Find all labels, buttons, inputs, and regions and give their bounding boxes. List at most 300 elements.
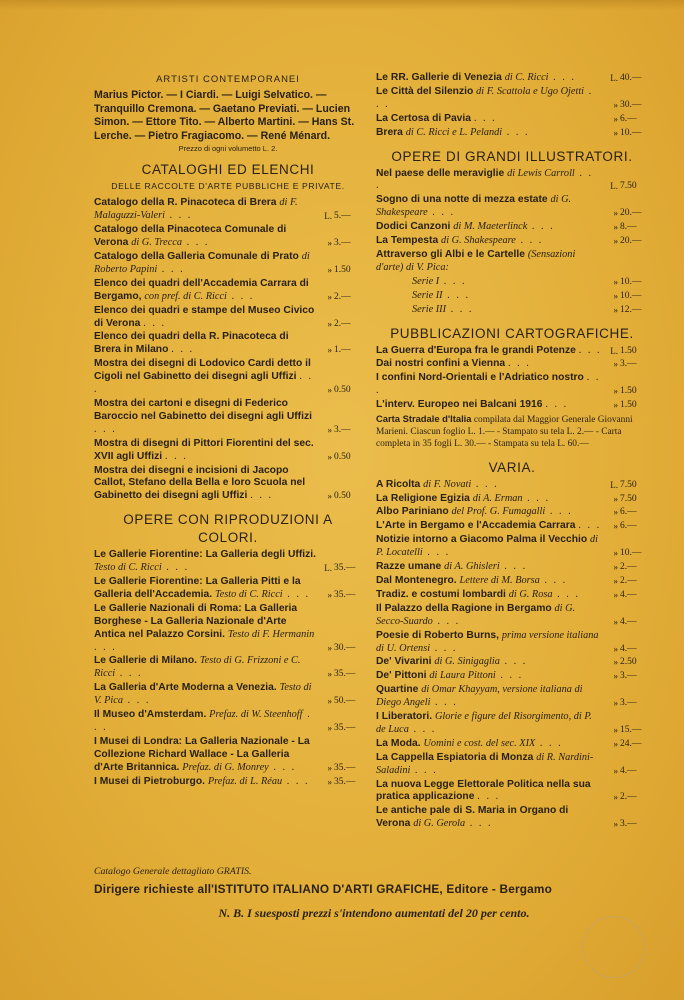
varia-heading: VARIA. (488, 459, 536, 475)
catalog-entry (94, 549, 362, 575)
leader-dots: . . . (578, 344, 602, 356)
catalog-entry (94, 655, 362, 681)
price-currency-mark: » (613, 643, 618, 654)
entry-author: di Roberto Papini (94, 251, 310, 275)
entry-price: 3.— (620, 671, 637, 682)
entry-title: Le Gallerie Nazionali di Roma: La Galleria Borghese - La Galleria Nazionale d'Arte Antica nel Palazzo Corsini. (94, 602, 298, 640)
leader-dots: . . . (182, 237, 210, 249)
catalog-entry (376, 589, 648, 602)
entry-price: 7.50 (620, 181, 637, 192)
catalog-entry (376, 805, 648, 831)
entry-author: di G. Sinigaglia (434, 656, 500, 668)
entry-title: L'interv. Europeo nei Balcani 1916 (376, 399, 546, 411)
catalog-entry (376, 72, 648, 85)
entry-author: Prefaz. di G. Monrey (182, 761, 269, 773)
entry-author: di G. Trecca (131, 237, 183, 249)
leader-dots: . . . (495, 670, 524, 682)
entry-price: 3.— (620, 359, 637, 370)
price-currency-mark: » (613, 724, 618, 735)
entry-title: De' Vivarini (376, 656, 435, 668)
catalog-entry (376, 358, 648, 371)
catalog-entry (94, 709, 362, 735)
carta-stradale-note (376, 413, 648, 451)
entry-author: di G. Gerola (413, 818, 466, 830)
entry-author: di F. Novati (423, 478, 472, 490)
entry-price: 10.— (620, 548, 642, 559)
leader-dots: . . . (143, 317, 167, 329)
price-currency-mark: L. (610, 479, 618, 490)
entry-price: 4.— (620, 765, 637, 776)
entry-price: 8.— (620, 222, 637, 233)
entry-price: 20.— (620, 208, 642, 219)
leader-dots: . . . (548, 72, 576, 83)
entry-title: La Cappella Espiatoria di Monza (376, 751, 537, 763)
entry-title: Mostra di disegni di Pittori Fiorentini del sec. XVII agli Uffizi (94, 437, 314, 462)
entry-title: La Galleria d'Arte Moderna a Venezia. (94, 682, 280, 694)
leader-dots: . . . (545, 399, 569, 411)
grandi-illustratori-list (376, 168, 648, 317)
catalog-entry (376, 194, 648, 220)
leader-dots: . . . (422, 547, 451, 559)
catalog-entry (376, 276, 648, 289)
catalog-entry (94, 305, 362, 331)
price-currency-mark: » (613, 792, 618, 803)
entry-author: di Laura Pittoni (429, 670, 496, 682)
entry-author: Testo di G. Frizzoni e C. Ricci (94, 655, 301, 680)
leader-dots: . . . (432, 615, 461, 627)
catalog-entry (376, 711, 648, 737)
entry-title: Elenco dei quadri e stampe del Museo Civico di Verona (94, 304, 315, 329)
catalog-entry (376, 752, 648, 778)
entry-title: La Religione Egizia (376, 492, 473, 504)
price-currency-mark: » (327, 491, 332, 502)
leader-dots: . . . (515, 235, 544, 247)
leader-dots: . . . (446, 303, 474, 315)
leader-dots: . . . (157, 263, 185, 275)
catalog-entry (94, 776, 362, 789)
entry-title: Le Città del Silenzio (376, 85, 477, 97)
entry-title: Razze umane (376, 561, 445, 573)
entry-author: di G. Rosa (508, 588, 553, 600)
entry-author: Testo di V. Pica (94, 682, 312, 707)
leader-dots: . . . (161, 562, 190, 574)
entry-price: 3.— (620, 819, 637, 830)
leader-dots: . . . (439, 275, 467, 287)
entry-title: Attraverso gli Albi e le Cartelle (376, 248, 528, 260)
entry-price: 2.50 (620, 657, 637, 668)
leader-dots: . . . (226, 290, 255, 302)
entry-author: con pref. di C. Ricci (144, 290, 227, 302)
carta-stradale-title: Carta Stradale d'Italia (376, 413, 472, 425)
entry-author: di A. Ghisleri (444, 561, 500, 573)
leader-dots: . . . (376, 372, 601, 397)
price-currency-mark: » (613, 548, 618, 559)
leader-dots: . . . (282, 588, 311, 600)
price-currency-mark: » (327, 264, 332, 275)
entry-title: La nuova Legge Elettorale Politica nella sua pratica applicazione (376, 778, 591, 803)
entry-price: 4.— (620, 616, 637, 627)
catalog-entry (94, 251, 362, 277)
entry-title: Brera (376, 126, 406, 138)
price-currency-mark: » (613, 698, 618, 709)
entry-title: Le Gallerie di Milano. (94, 655, 200, 667)
entry-title: Catalogo della Galleria Comunale di Prato (94, 251, 302, 262)
price-currency-mark: » (327, 669, 332, 680)
catalog-entry (376, 520, 648, 533)
price-currency-mark: » (613, 589, 618, 600)
catalog-entry (376, 290, 648, 303)
entry-title: Le RR. Gallerie di Venezia (376, 72, 505, 83)
right-column (376, 72, 648, 832)
leader-dots: . . . (268, 761, 297, 773)
entry-title: I Liberatori. (376, 711, 435, 723)
entry-price: 1.50 (620, 400, 637, 411)
entry-title: Mostra dei disegni di Lodovico Cardi detto il Cigoli nel Gabinetto dei disegni agli Uffizi (94, 358, 311, 383)
entry-author: Serie III (412, 303, 447, 315)
price-currency-mark: » (327, 345, 332, 356)
entry-price: 4.— (620, 589, 637, 600)
price-currency-mark: » (613, 657, 618, 668)
entry-author: Testo di C. Ricci (214, 588, 283, 600)
price-currency-mark: » (327, 762, 332, 773)
price-currency-mark: » (613, 276, 618, 287)
entry-price: 1.50 (620, 345, 637, 356)
entry-price: 3.— (620, 698, 637, 709)
cataloghi-list (94, 197, 362, 503)
entry-title: Le Gallerie Fiorentine: La Galleria degli Uffizi. (94, 549, 317, 561)
cataloghi-subheading: DELLE RACCOLTE D'ARTE PUBBLICHE E PRIVATE. (111, 181, 345, 192)
entry-title: Catalogo della R. Pinacoteca di Brera (94, 197, 280, 209)
catalog-entry (376, 603, 648, 629)
leader-dots: . . . (552, 588, 580, 600)
entry-author: Prefaz. di W. Steenhoff (209, 709, 303, 721)
entry-author: di G. Shakespeare (376, 194, 572, 219)
entry-title: Tradiz. e costumi lombardi (376, 588, 509, 600)
leader-dots: . . . (522, 492, 551, 504)
entry-title: Le antiche pale di S. Maria in Organo di Verona (376, 805, 569, 830)
leader-dots: . . . (465, 818, 493, 830)
entry-author: Testo di F. Hermanin (227, 628, 315, 640)
catalog-entry (376, 113, 648, 126)
entry-price: 3.— (334, 424, 351, 435)
catalog-entry (376, 493, 648, 506)
catalog-entry (376, 168, 648, 194)
catalog-entry (94, 465, 362, 504)
entry-author: Testo di C. Ricci (94, 562, 162, 574)
price-currency-mark: » (613, 127, 618, 138)
entry-price: 30.— (334, 642, 356, 653)
leader-dots: . . . (122, 695, 151, 707)
entry-title: Poesie di Roberto Burns, (376, 629, 502, 641)
artisti-list: Marius Pictor. — I Ciardi. — Luigi Selvatico. — Tranquillo Cremona. — Gaetano Previati. — Lucien Simon. — Ettore Tito. — Alberto Martini. — Hans St. Lerche. — Pietro Fragiacomo. — René Ménard. (94, 89, 355, 142)
catalog-entry (376, 738, 648, 751)
entry-price: 3.— (334, 238, 351, 249)
entry-title: Elenco dei quadri dell'Accademia Carrara di Bergamo, (94, 277, 309, 302)
entry-price: 2.— (334, 291, 351, 302)
price-currency-mark: L. (610, 73, 618, 83)
entry-title: I Musei di Pietroburgo. (94, 775, 208, 787)
catalog-entry (376, 235, 648, 248)
leader-dots: . . . (94, 709, 312, 733)
entry-price: 35.— (334, 669, 356, 680)
catalog-entry (376, 221, 648, 234)
entry-title: La Guerra d'Europa fra le grandi Potenze (376, 344, 579, 356)
leader-dots: . . . (507, 358, 531, 370)
catalog-entry (376, 561, 648, 574)
entry-author: di Lewis Carroll (507, 167, 575, 179)
catalog-entry (376, 479, 648, 492)
entry-author: di M. Maeterlinck (453, 221, 528, 233)
price-currency-mark: » (327, 589, 332, 600)
entry-title: Quartine (376, 684, 422, 696)
entry-title: Il Palazzo della Ragione in Bergamo (376, 602, 555, 614)
entry-title: Dai nostri confini a Vienna (376, 358, 508, 370)
catalog-entry (376, 656, 648, 669)
price-currency-mark: L. (610, 345, 618, 356)
entry-title: Elenco dei quadri della R. Pinacoteca di Brera in Milano (94, 331, 289, 356)
price-currency-mark: » (613, 616, 618, 627)
leader-dots: . . . (410, 764, 438, 776)
entry-title: A Ricolta (376, 478, 424, 490)
entry-author: di C. Ricci e L. Pelandi (405, 126, 503, 138)
carta-stradale-text: compilata dal Maggior Generale Giovanni Marieni. Ciascun foglio L. 1.— - Stampato su tela L. 2.— - Carta completa in 35 fogli L. 30.— - Stampata su tela L. 60.— (376, 415, 633, 450)
entry-price: 7.50 (620, 479, 637, 490)
price-currency-mark: » (613, 290, 618, 301)
entry-title: Mostra dei disegni e incisioni di Jacopo Callot, Stefano della Bella e loro Scuola nel Gabinetto dei disegni agli Uffizi (94, 464, 306, 502)
entry-price: 15.— (620, 724, 642, 735)
leader-dots: . . . (376, 167, 594, 192)
entry-price: 2.— (620, 575, 637, 586)
entry-author: di F. Scattola e Ugo Ojetti (476, 85, 585, 97)
entry-price: 2.— (620, 562, 637, 573)
catalog-note: Catalogo Generale dettagliato GRATIS. (94, 866, 252, 877)
leader-dots: . . . (471, 478, 499, 490)
catalog-entry (376, 684, 648, 710)
entry-title: Albo Pariniano (376, 506, 452, 518)
entry-author: prima versione italiana di U. Ortensi (376, 629, 599, 654)
entry-price: 6.— (620, 521, 637, 532)
cataloghi-heading: CATALOGHI ED ELENCHI (141, 162, 315, 178)
entry-price: 0.50 (334, 385, 351, 396)
leader-dots: . . . (171, 344, 195, 356)
catalog-entry (376, 630, 648, 656)
price-currency-mark: » (613, 359, 618, 370)
leader-dots: . . . (164, 210, 193, 222)
price-currency-mark: » (327, 291, 332, 302)
entry-price: 35.— (334, 723, 356, 733)
opere-colori-heading: OPERE CON RIPRODUZIONI A COLORI. (123, 512, 333, 546)
price-currency-mark: L. (324, 563, 332, 574)
price-currency-mark: L. (610, 181, 618, 192)
entry-author: del Prof. G. Fumagalli (451, 506, 546, 518)
entry-author: di A. Erman (472, 492, 523, 504)
entry-price: 1.50 (334, 264, 351, 275)
entry-author: di P. Locatelli (376, 534, 599, 559)
catalog-entry (94, 576, 362, 602)
leader-dots: . . . (408, 723, 437, 735)
price-currency-mark: » (613, 222, 618, 233)
catalog-entry (376, 399, 648, 412)
price-currency-mark: » (613, 521, 618, 532)
entry-author: di G. Secco-Suardo (376, 602, 576, 627)
leader-dots: . . . (499, 656, 528, 668)
entry-title: Dal Montenegro. (376, 574, 460, 586)
price-currency-mark: » (613, 671, 618, 682)
entry-title: I Musei di Londra: La Galleria Nazionale - La Collezione Richard Wallace - La Galleria d'Arte Britannica. (94, 735, 310, 773)
entry-title: Mostra dei cartoni e disegni di Federico Baroccio nel Gabinetto dei disegni agli Uffizi (94, 397, 312, 422)
price-currency-mark: » (613, 507, 618, 518)
entry-price: 35.— (334, 563, 356, 574)
entry-author: di C. Ricci (504, 72, 549, 83)
varia-list (376, 479, 648, 832)
entry-author: Lettere di M. Borsa (459, 574, 540, 586)
catalog-entry (94, 331, 362, 357)
entry-author: Prefaz. di L. Réau (207, 775, 283, 787)
entry-author: Glorie e figure del Risorgimento, di P. de Luca (376, 711, 592, 735)
price-currency-mark: » (613, 765, 618, 776)
entry-price: 24.— (620, 738, 642, 749)
entry-title: De' Pittoni (376, 670, 430, 682)
artisti-price-note: Prezzo di ogni volumetto L. 2. (178, 144, 278, 154)
leader-dots: . . . (545, 506, 573, 518)
leader-dots: . . . (94, 423, 117, 435)
price-currency-mark: » (613, 304, 618, 315)
price-currency-mark: » (613, 386, 618, 397)
catalog-entry (94, 398, 362, 437)
catalog-entry (376, 86, 648, 112)
price-currency-mark: » (327, 318, 332, 329)
entry-title: Dodici Canzoni (376, 221, 454, 233)
entry-price: 35.— (334, 589, 356, 600)
catalog-entry (376, 575, 648, 588)
entry-title: La Certosa di Pavia (376, 112, 474, 124)
price-currency-mark: » (613, 738, 618, 749)
leader-dots: . . . (94, 641, 117, 653)
entry-title: Nel paese delle meraviglie (376, 167, 508, 179)
catalog-entry (376, 345, 648, 358)
price-currency-mark: » (327, 776, 332, 787)
entry-title: La Moda. (376, 737, 424, 749)
catalog-entry (376, 779, 648, 805)
price-currency-mark: » (327, 385, 332, 396)
entry-price: 4.— (620, 643, 637, 654)
entry-title: Notizie intorno a Giacomo Palma il Vecchio (376, 534, 590, 546)
library-stamp (583, 916, 645, 978)
entry-price: 10.— (620, 127, 642, 138)
price-currency-mark: » (327, 451, 332, 462)
entry-price: 1.50 (620, 386, 637, 397)
entry-price: 0.50 (334, 491, 351, 502)
price-currency-mark: » (327, 696, 332, 707)
entry-author: Serie I (412, 275, 440, 287)
entry-title: La Tempesta (376, 235, 442, 247)
price-currency-mark: » (613, 562, 618, 573)
leader-dots: . . . (539, 574, 568, 586)
entry-author: Serie II (412, 289, 443, 301)
entry-price: 30.— (620, 99, 642, 110)
entry-price: 6.— (620, 113, 637, 124)
leader-dots: . . . (94, 371, 314, 396)
leader-dots: . . . (473, 112, 497, 124)
grandi-illustratori-heading: OPERE DI GRANDI ILLUSTRATORI. (391, 148, 633, 164)
catalog-entry (94, 736, 362, 775)
entry-author: di F. Malaguzzi-Valeri (94, 197, 298, 222)
price-currency-mark: » (327, 238, 332, 249)
price-currency-mark: » (613, 819, 618, 830)
left-column (94, 72, 362, 790)
entry-price: 20.— (620, 236, 642, 247)
catalog-entry (376, 670, 648, 683)
leader-dots: . . . (282, 775, 310, 787)
catalog-entry (376, 506, 648, 519)
price-currency-mark: » (613, 208, 618, 219)
leader-dots: . . . (477, 791, 501, 803)
entry-price: 0.50 (334, 451, 351, 462)
entry-price: 2.— (334, 318, 351, 329)
price-currency-mark: » (327, 723, 332, 733)
entry-price: 7.50 (620, 493, 637, 504)
price-currency-mark: » (613, 236, 618, 247)
cartografiche-heading: PUBBLICAZIONI CARTOGRAFICHE. (390, 325, 634, 341)
publisher-address: Dirigere richieste all'ISTITUTO ITALIANO D'ARTI GRAFICHE, Editore - Bergamo (94, 882, 553, 896)
leader-dots: . . . (502, 126, 530, 138)
page-edge (0, 0, 684, 10)
leader-dots: . . . (499, 561, 528, 573)
entry-price: 10.— (620, 290, 642, 301)
entry-price: 5.— (334, 211, 351, 222)
entry-price: 12.— (620, 304, 642, 315)
catalog-entry (94, 438, 362, 464)
leader-dots: . . . (376, 85, 594, 110)
price-currency-mark: » (613, 113, 618, 124)
entry-author: Uomini e cost. del sec. XIX (423, 737, 536, 749)
entry-price: 2.— (620, 792, 637, 803)
entry-price: 6.— (620, 507, 637, 518)
entry-price: 40.— (620, 73, 642, 83)
price-currency-mark: » (613, 99, 618, 110)
entry-title: Il Museo d'Amsterdam. (94, 709, 210, 721)
catalog-entry (94, 358, 362, 397)
leader-dots: . . . (250, 490, 274, 502)
price-currency-mark: » (327, 424, 332, 435)
catalog-entry (376, 127, 648, 140)
catalog-entry (376, 534, 648, 560)
leader-dots: . . . (427, 207, 456, 219)
price-increase-note: N. B. I suesposti prezzi s'intendono aumentati del 20 per cento. (218, 906, 530, 920)
entry-author: di G. Shakespeare (441, 235, 516, 247)
entry-author: (Sensazioni d'arte) di V. Pica: (376, 248, 576, 273)
opere-colori-list (94, 549, 362, 788)
leader-dots: . . . (578, 520, 602, 532)
artisti-heading: ARTISTI CONTEMPORANEI (156, 74, 300, 85)
catalog-entry (376, 249, 648, 275)
entry-title: I confini Nord-Orientali e l'Adriatico nostro (376, 372, 587, 384)
cartografiche-list (376, 345, 648, 413)
leader-dots: . . . (535, 737, 563, 749)
leader-dots: . . . (430, 642, 458, 654)
leader-dots: . . . (115, 668, 143, 680)
catalog-entry (376, 304, 648, 317)
leader-dots: . . . (442, 289, 471, 301)
entry-author: di R. Nardini-Saladini (376, 751, 594, 776)
leader-dots: . . . (430, 697, 458, 709)
catalog-entry (376, 372, 648, 398)
entry-price: 10.— (620, 276, 642, 287)
entry-price: 35.— (334, 762, 356, 773)
entry-price: 35.— (334, 776, 356, 787)
price-currency-mark: » (613, 493, 618, 504)
catalog-entry (94, 682, 362, 708)
